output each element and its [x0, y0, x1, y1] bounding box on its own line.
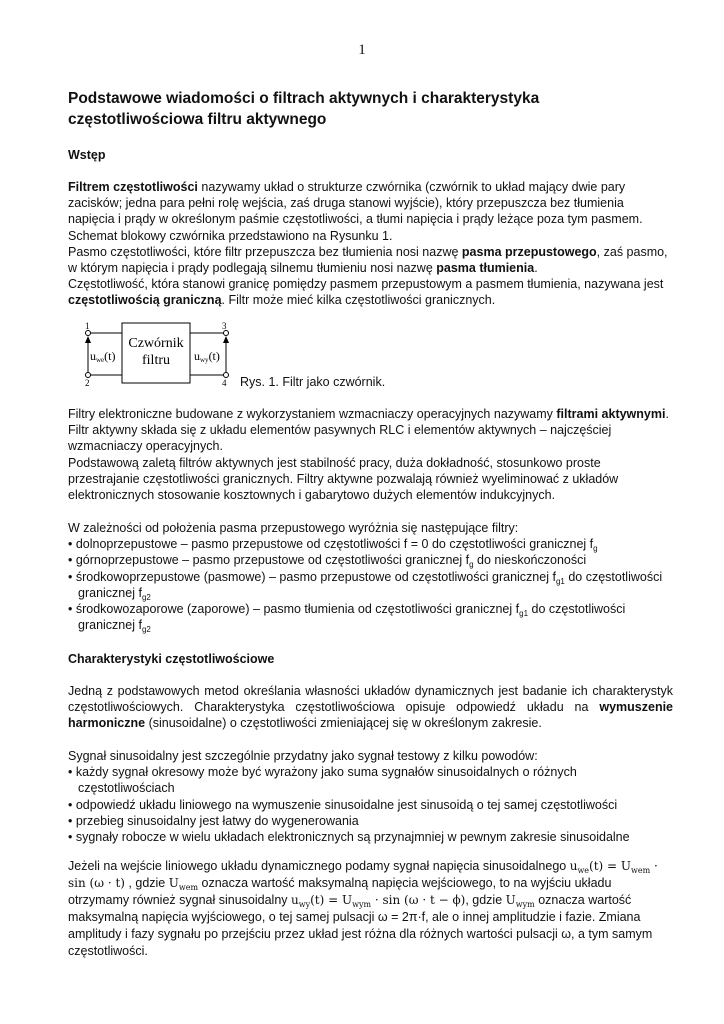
terminal-2: [86, 373, 91, 378]
active-p3: Podstawową zaletą filtrów aktywnych jest stabilność pracy, duża dokładność, stosunkowo proste przestrajanie częstotliwości granicznych. Filtry aktywne pozwalają również wyeliminować z układów elektronicznych stosowanie kosztownych i gabarytowo dużych elementów indukcyjnych.: [68, 455, 619, 503]
output-voltage-label: uwy(t): [194, 349, 220, 364]
intro-p2-c: , zaś pasmo, w którym napięcia i prądy podlegają silnemu tłumieniu nosi nazwę: [68, 244, 668, 276]
terminal-label-2: 2: [85, 378, 90, 388]
list-item: • dolnoprzepustowe – pasmo przepustowe od częstotliwości f = 0 do częstotliwości granicznej $f_g$: [68, 537, 598, 554]
document-title: Podstawowe wiadomości o filtrach aktywnych i charakterystyka częstotliwościowa filtru aktywnego: [68, 90, 540, 128]
freq-paragraph: Jedną z podstawowych metod określania własności układów dynamicznych jest badanie ich charakterystyk częstotliwościowych. Charakterystyka częstotliwościowa opisuje odpowiedź układu na wymuszenie harmoniczne (sinusoidalne) o częstotliwości zmieniającej się w określonym zakresie.: [68, 684, 673, 731]
intro-p3-c: . Filtr może mieć kilka częstotliwości granicznych.: [221, 293, 496, 308]
terminal-label-3: 3: [222, 321, 227, 331]
terminal-1: [86, 331, 91, 336]
terminal-label-4: 4: [222, 378, 227, 388]
list-item: • górnoprzepustowe – pasmo przepustowe od częstotliwości granicznej $f_g$ do nieskończoności: [68, 553, 587, 570]
page-number: 1: [358, 42, 366, 58]
terminal-4: [224, 373, 229, 378]
active-p1-a: Filtry elektroniczne budowane z wykorzystaniem wzmacniaczy operacyjnych nazywamy: [68, 407, 557, 421]
terminal-label-1: 1: [85, 321, 90, 331]
terminal-3: [224, 331, 229, 336]
block-label-line2: filtru: [142, 353, 170, 368]
intro-paragraph: [68, 179, 673, 309]
list-item: • sygnały robocze w wielu układach elektronicznych są przynajmniej w pewnym zakresie sinusoidalne: [68, 830, 630, 845]
list-item: • środkowoprzepustowe (pasmowe) – pasmo przepustowe od częstotliwości granicznej $f_{g1}$ do częstotliwości granicznej $f_{g2}$: [68, 569, 663, 602]
term-cutoff: częstotliwością graniczną: [68, 293, 222, 308]
input-voltage-label: uwe(t): [90, 349, 116, 364]
freq-heading: Charakterystyki częstotliwościowe: [68, 652, 275, 666]
active-filters-paragraph: [68, 406, 673, 503]
intro-p3-a: Częstotliwość, która stanowi granicę pomiędzy pasmem przepustowym a pasmem tłumienia, nazywana jest: [68, 277, 664, 292]
output-amplitude-symbol: $U_{wym}$: [505, 893, 535, 909]
input-arrow-icon: [85, 336, 91, 343]
active-p2: Filtr aktywny składa się z układu elementów pasywnych RLC i elementów aktywnych – najczęściej wzmacniaczy operacyjnych.: [68, 423, 612, 454]
list-item: • każdy sygnał okresowy może być wyrażony jako suma sygnałów sinusoidalnych o różnych częstotliwościach: [68, 765, 577, 796]
term-active-filters: filtrami aktywnymi: [556, 407, 666, 421]
sinus-reasons: [68, 748, 673, 845]
intro-p2-a: Pasmo częstotliwości, które filtr przepuszcza bez tłumienia nosi nazwę: [68, 244, 462, 259]
sinus-response-paragraph: Jeżeli na wejście liniowego układu dynamicznego podamy sygnał napięcia sinusoidalnego $u_{we}(t) = U_{wem}$ · sin (ω · t) , gdzie $U_{wem}$ oznacza wartość maksymalną napięcia wejściowego, to na wyjściu układu otrzymamy również sygnał sinusoidalny $u_{wy}(t) = U_{wym} \cdot \sin (\omega \cdot t - \phi)$, gdzie $U_{wym}$ oznacza wartość maksymalną napięcia wyjściowego, o tej samej pulsacji ω = 2π·f, ale o innej amplitudzie i fazie. Zmiana amplitudy i fazy sygnału po przejściu przez układ jest różna dla różnych wartości pulsacji ω, a tym samym częstotliwości.: [68, 859, 658, 958]
term-passband: pasma przepustowego: [461, 244, 597, 259]
reasons-intro: Sygnał sinusoidalny jest szczególnie przydatny jako sygnał testowy z kilku powodów:: [68, 749, 538, 763]
intro-p1-text: nazywamy układ o strukturze czwórnika (czwórnik to układ mający dwie pary zacisków; jedna para pełni rolę wejścia, zaś druga stanowi wyjście), który przepuszcza bez tłumienia napięcia i prądy w określonym paśmie częstotliwości, a tłumi napięcia i prądy leżące poza tym pasmem. Schemat blokowy czwórnika przedstawiono na Rysunku 1.: [68, 180, 643, 243]
intro-p2-d: .: [534, 261, 538, 276]
intro-heading: Wstęp: [68, 148, 106, 162]
list-item: • środkowozaporowe (zaporowe) – pasmo tłumienia od częstotliwości granicznej $f_{g1}$ do częstotliwości granicznej $f_{g2}$: [68, 602, 626, 635]
output-signal-equation: $u_{wy}(t) = U_{wym} \cdot \sin (\omega \cdot t - \phi)$: [291, 893, 466, 909]
quadripole-diagram: [78, 320, 238, 388]
list-item: • przebieg sinusoidalny jest łatwy do wygenerowania: [68, 813, 359, 828]
term-filter: Filtrem częstotliwości: [68, 180, 198, 194]
list-item: • odpowiedź układu liniowego na wymuszenie sinusoidalne jest sinusoidą o tej samej częstotliwości: [68, 797, 618, 812]
active-p1-c: .: [665, 407, 669, 421]
filter-types-intro: W zależności od położenia pasma przepustowego wyróżnia się następujące filtry:: [68, 521, 519, 535]
term-stopband: pasma tłumienia: [436, 261, 535, 276]
filter-types-list: [68, 520, 673, 633]
term-harmonic: wymuszenie harmoniczne: [68, 700, 673, 731]
figure-caption: Rys. 1. Filtr jako czwórnik.: [240, 375, 386, 389]
block-label-line1: Czwórnik: [128, 336, 184, 351]
input-signal-equation: $u_{we}(t) = U_{wem}$ · sin (ω · t): [68, 859, 658, 890]
output-arrow-icon: [223, 336, 229, 343]
input-amplitude-symbol: $U_{wem}$: [168, 876, 199, 892]
